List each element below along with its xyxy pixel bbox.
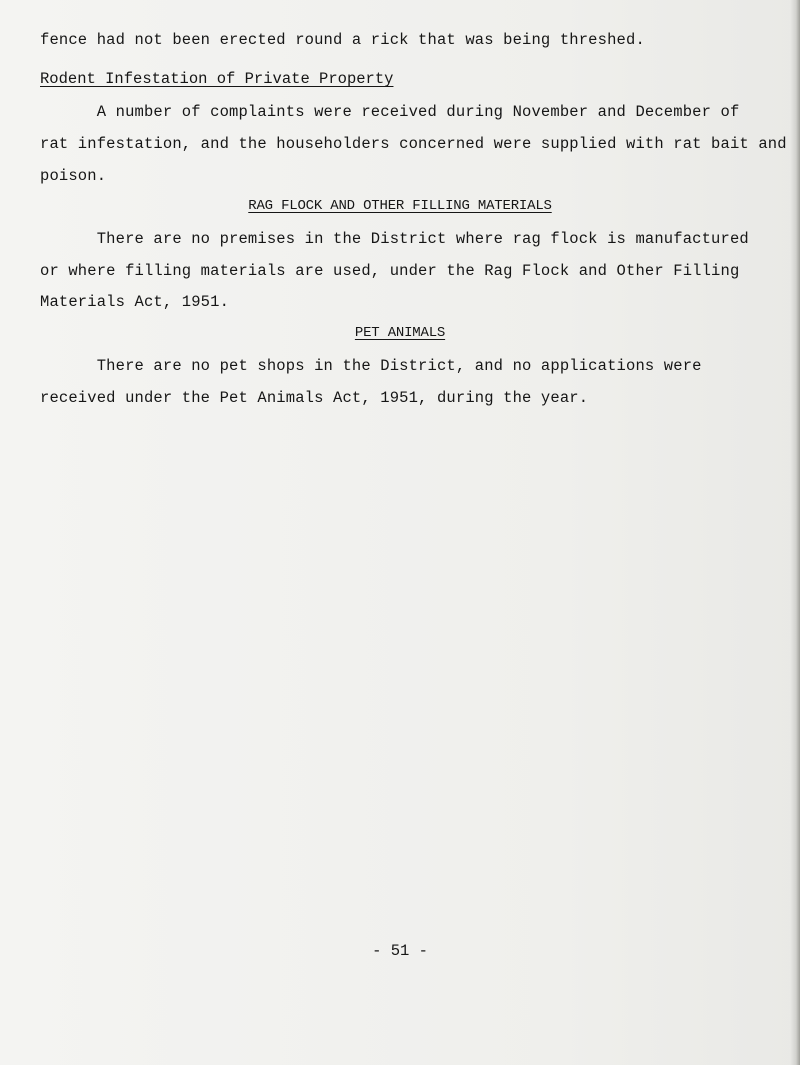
rodent-line-3: poison.	[40, 167, 107, 185]
rag-flock-line-2: or where filling materials are used, under the Rag Flock and Other Filling	[40, 262, 740, 280]
page-number: - 51 -	[372, 942, 428, 960]
rodent-line-1: A number of complaints were received during November and December of	[40, 103, 740, 121]
pet-animals-heading: PET ANIMALS	[354, 325, 446, 341]
rag-flock-line-1: There are no premises in the District where rag flock is manufactured	[40, 230, 749, 248]
rodent-line-2: rat infestation, and the householders concerned were supplied with rat bait and	[40, 135, 787, 153]
pet-animals-line-2: received under the Pet Animals Act, 1951, during the year.	[40, 389, 589, 407]
rodent-heading: Rodent Infestation of Private Property	[40, 70, 394, 88]
pet-animals-line-1: There are no pet shops in the District, and no applications were	[40, 357, 702, 375]
continuation-line: fence had not been erected round a rick that was being threshed.	[40, 31, 645, 49]
page-edge-shadow	[790, 0, 800, 1065]
rag-flock-line-3: Materials Act, 1951.	[40, 293, 230, 311]
rag-flock-heading: RAG FLOCK AND OTHER FILLING MATERIALS	[248, 198, 552, 214]
